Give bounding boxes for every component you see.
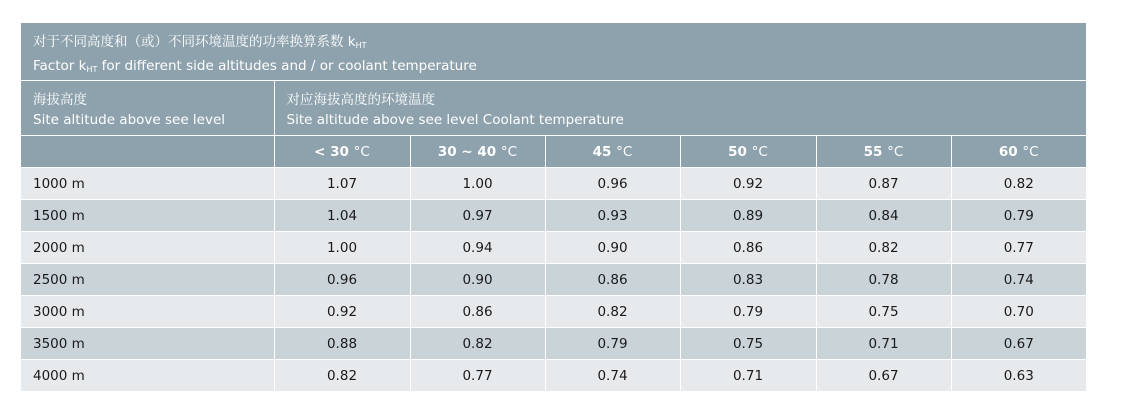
factor-cell: 0.77: [951, 232, 1086, 264]
factor-cell: 0.63: [951, 360, 1086, 392]
altitude-header-en: Site altitude above see level: [33, 112, 226, 128]
altitude-header-zh: 海拔高度: [33, 92, 87, 108]
temperature-header-zh: 对应海拔高度的环境温度: [286, 92, 435, 108]
temperature-header: [274, 81, 1086, 136]
factor-cell: 0.79: [545, 328, 680, 360]
temperature-unit: °C: [751, 143, 768, 160]
temperature-value: < 30: [314, 143, 349, 160]
temperature-value: 55: [863, 143, 883, 160]
temperature-column-header: [410, 136, 545, 168]
factor-cell: 0.94: [410, 232, 545, 264]
altitude-cell: 1500 m: [21, 200, 274, 232]
factor-cell: 0.82: [545, 296, 680, 328]
factor-cell: 0.71: [816, 328, 951, 360]
factor-cell: 0.88: [274, 328, 410, 360]
factor-cell: 0.75: [816, 296, 951, 328]
temperature-unit: °C: [1022, 143, 1039, 160]
title-zh: [33, 32, 1086, 56]
factor-cell: 0.67: [816, 360, 951, 392]
table-row: [21, 232, 1086, 264]
altitude-cell: 1000 m: [21, 168, 274, 200]
factor-cell: 0.82: [274, 360, 410, 392]
factor-cell: 0.75: [680, 328, 816, 360]
temperature-value: 45: [592, 143, 612, 160]
factor-cell: 0.86: [545, 264, 680, 296]
temperature-corner-cell: [21, 136, 274, 168]
temperature-column-header: [274, 136, 410, 168]
factor-cell: 0.82: [410, 328, 545, 360]
altitude-cell: 3000 m: [21, 296, 274, 328]
temperature-header-en: Site altitude above see level Coolant temperature: [286, 112, 624, 128]
factor-cell: 0.89: [680, 200, 816, 232]
temperature-unit: °C: [353, 143, 370, 160]
temperature-column-header: [951, 136, 1086, 168]
table-row: [21, 360, 1086, 392]
factor-cell: 0.79: [951, 200, 1086, 232]
factor-cell: 0.82: [816, 232, 951, 264]
factor-cell: 0.92: [680, 168, 816, 200]
factor-cell: 0.79: [680, 296, 816, 328]
title-en-prefix: Factor k: [33, 58, 87, 74]
temperature-value: 30 ~ 40: [437, 143, 497, 160]
altitude-header: [21, 81, 274, 136]
factor-cell: 0.86: [410, 296, 545, 328]
factor-cell: 0.93: [545, 200, 680, 232]
temperature-row: [21, 136, 1086, 168]
table-row: [21, 296, 1086, 328]
title-zh-subscript: HT: [355, 41, 367, 50]
temperature-unit: °C: [887, 143, 904, 160]
temperature-unit: °C: [616, 143, 633, 160]
altitude-cell: 2000 m: [21, 232, 274, 264]
factor-cell: 1.00: [410, 168, 545, 200]
factor-cell: 0.74: [545, 360, 680, 392]
factor-cell: 0.97: [410, 200, 545, 232]
temperature-value: 50: [728, 143, 747, 160]
factor-cell: 0.90: [545, 232, 680, 264]
factor-cell: 0.90: [410, 264, 545, 296]
factor-cell: 0.83: [680, 264, 816, 296]
factor-cell: 0.67: [951, 328, 1086, 360]
title-en-suffix: for different side altitudes and / or coolant temperature: [97, 58, 477, 74]
factor-cell: 0.87: [816, 168, 951, 200]
factor-cell: 1.07: [274, 168, 410, 200]
altitude-cell: 2500 m: [21, 264, 274, 296]
factor-table-container: [21, 23, 1086, 391]
factor-cell: 1.04: [274, 200, 410, 232]
altitude-cell: 3500 m: [21, 328, 274, 360]
factor-cell: 0.78: [816, 264, 951, 296]
table-row: [21, 200, 1086, 232]
title-en: [33, 56, 1086, 80]
temperature-unit: °C: [500, 143, 518, 160]
temperature-column-header: [545, 136, 680, 168]
factor-cell: 0.86: [680, 232, 816, 264]
factor-cell: 0.77: [410, 360, 545, 392]
factor-cell: 0.70: [951, 296, 1086, 328]
table-row: [21, 168, 1086, 200]
temperature-column-header: [816, 136, 951, 168]
power-factor-table: [21, 23, 1086, 391]
title-zh-text: 对于不同高度和（或）不同环境温度的功率换算系数 k: [33, 34, 356, 50]
factor-cell: 0.96: [545, 168, 680, 200]
table-row: [21, 328, 1086, 360]
temperature-value: 60: [998, 143, 1018, 160]
factor-cell: 0.92: [274, 296, 410, 328]
table-title: [21, 23, 1086, 81]
factor-cell: 0.82: [951, 168, 1086, 200]
factor-cell: 0.96: [274, 264, 410, 296]
title-en-subscript: HT: [86, 65, 98, 74]
factor-cell: 0.84: [816, 200, 951, 232]
factor-cell: 0.74: [951, 264, 1086, 296]
altitude-cell: 4000 m: [21, 360, 274, 392]
factor-cell: 1.00: [274, 232, 410, 264]
table-row: [21, 264, 1086, 296]
factor-cell: 0.71: [680, 360, 816, 392]
temperature-column-header: [680, 136, 816, 168]
